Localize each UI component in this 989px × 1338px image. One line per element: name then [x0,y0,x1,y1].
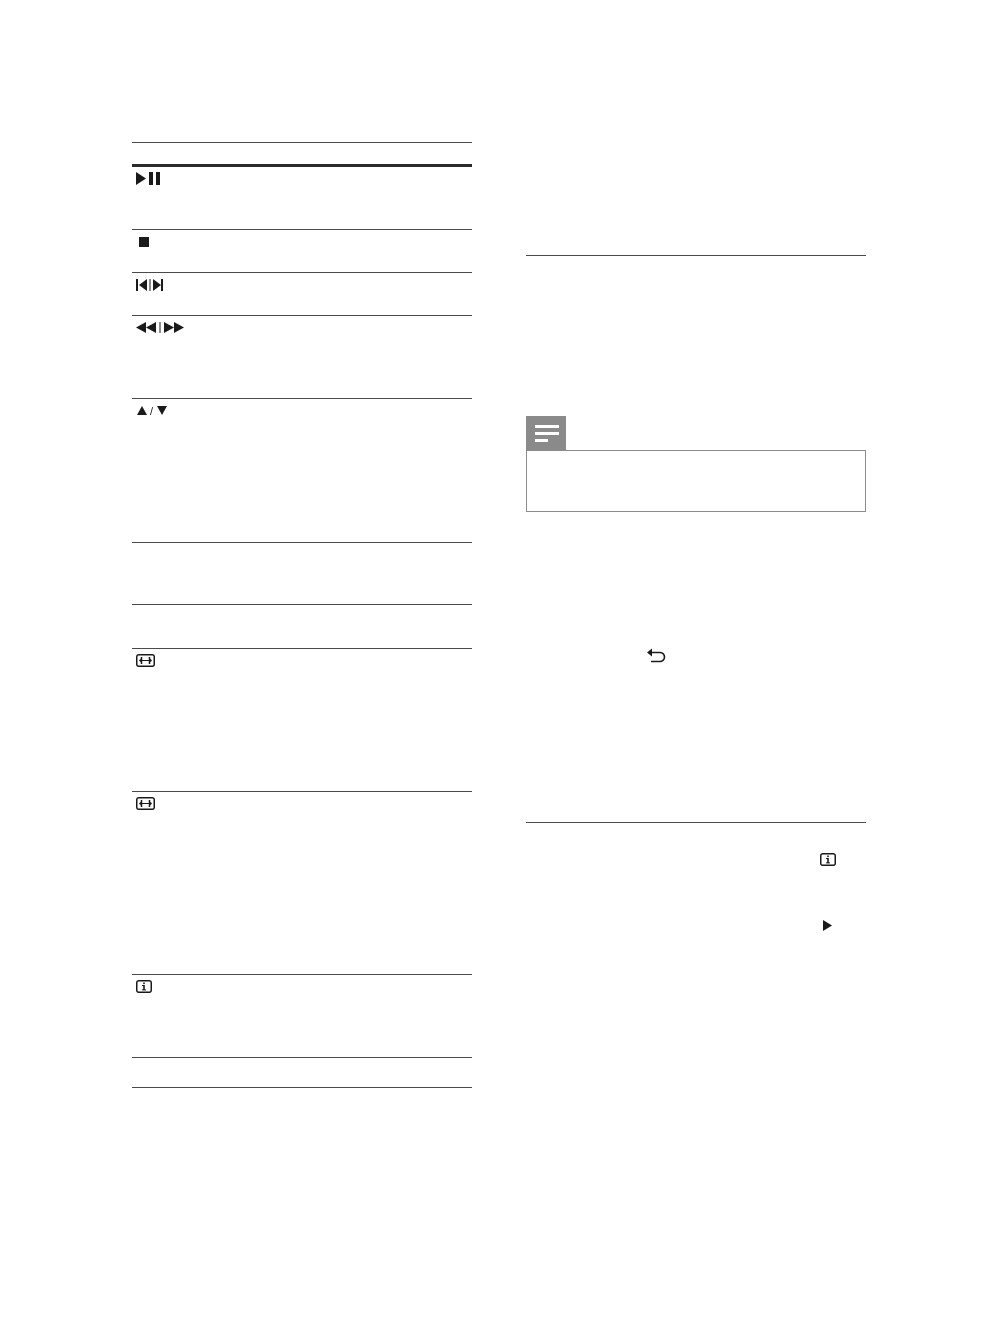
stop-icon [139,237,149,247]
table-row-divider [132,1057,472,1058]
aspect-ratio-icon [136,654,155,667]
play-icon [823,920,832,931]
rewind-fast-forward-icon [136,322,184,333]
note-label-tab [526,416,566,451]
previous-next-icon [136,279,164,291]
info-icon [820,853,836,866]
play-pause-icon [136,172,164,185]
aspect-ratio-icon [136,797,155,810]
table-row-divider [132,229,472,230]
table-bottom-rule [132,1087,472,1088]
table-row-divider [132,791,472,792]
section-rule [526,822,866,823]
table-row-divider [132,542,472,543]
table-row-divider [132,398,472,399]
table-top-rule [132,142,472,143]
up-down-icon [137,405,169,416]
table-row-divider [132,974,472,975]
note-icon [535,425,559,443]
table-header-rule [132,164,472,167]
svg-text:/: / [150,406,154,416]
table-row-divider [132,272,472,273]
table-row-divider [132,648,472,649]
table-row-divider [132,604,472,605]
back-icon [647,648,666,663]
note-box [526,450,866,512]
table-row-divider [132,315,472,316]
section-rule [526,255,866,256]
info-icon [136,980,152,993]
